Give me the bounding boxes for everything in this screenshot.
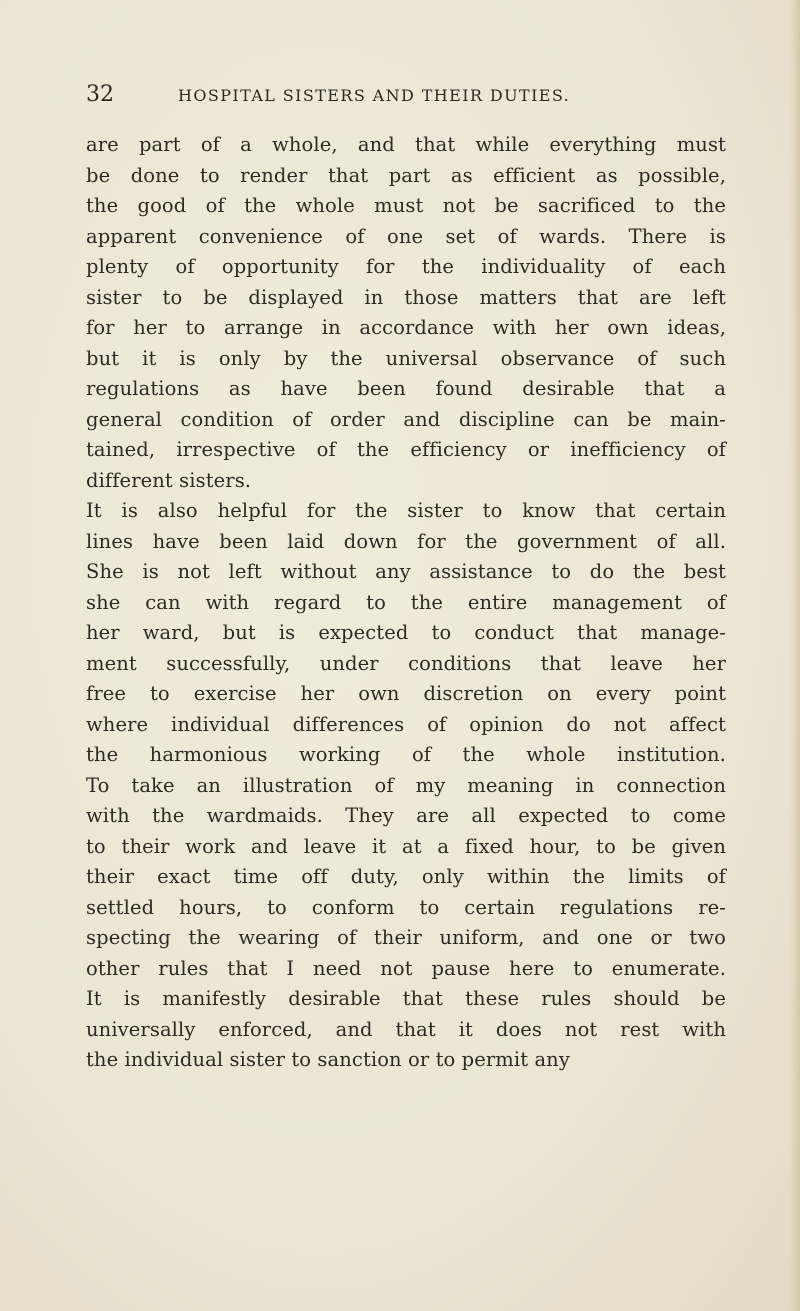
text-line: lines have been laid down for the government of all. (86, 529, 726, 553)
body-text (86, 130, 726, 1076)
text-line: her ward, but is expected to conduct that manage- (86, 621, 726, 644)
text-line: general condition of order and discipline can be main- (86, 407, 726, 431)
text-line: settled hours, to conform to certain regulations re- (86, 895, 726, 919)
text-line: different sisters. (86, 468, 252, 492)
page-edge-shadow (790, 0, 800, 1311)
text-line: specting the wearing of their uniform, and one or two (86, 926, 726, 949)
text-line: the harmonious working of the whole institution. (86, 743, 726, 766)
text-line: their exact time off duty, only within the limits of (86, 865, 726, 888)
text-line: apparent convenience of one set of wards. There is (86, 224, 726, 248)
text-line: To take an illustration of my meaning in connection (86, 773, 726, 797)
text-line: are part of a whole, and that while everything must (86, 133, 726, 156)
text-line: universally enforced, and that it does not rest with (86, 1017, 726, 1041)
text-line: ment successfully, under conditions that leave her (86, 651, 726, 675)
text-line: she can with regard to the entire management of (86, 590, 726, 614)
page-header (86, 80, 666, 120)
text-line: other rules that I need not pause here to enumerate. (86, 956, 726, 980)
text-line: the individual sister to sanction or to permit any (86, 1048, 570, 1071)
text-line: regulations as have been found desirable that a (86, 377, 726, 400)
text-line: She is not left without any assistance to do the best (86, 560, 726, 583)
text-line: to their work and leave it at a fixed hour, to be given (86, 834, 726, 858)
running-head: HOSPITAL SISTERS AND THEIR DUTIES. (178, 86, 571, 105)
text-line: the good of the whole must not be sacrificed to the (86, 194, 726, 217)
text-line: It is manifestly desirable that these rules should be (86, 987, 726, 1010)
text-line: free to exercise her own discretion on every point (86, 682, 726, 705)
page-number: 32 (86, 82, 114, 107)
text-line: plenty of opportunity for the individuality of each (86, 255, 726, 278)
text-line: sister to be displayed in those matters that are left (86, 285, 726, 309)
text-line: be done to render that part as efficient as possible, (86, 163, 726, 187)
text-line: with the wardmaids. They are all expected to come (86, 804, 726, 827)
text-line: but it is only by the universal observance of such (86, 346, 726, 370)
text-line: where individual differences of opinion do not affect (86, 712, 726, 736)
text-line: It is also helpful for the sister to know that certain (86, 499, 726, 522)
text-line: tained, irrespective of the efficiency or inefficiency of (86, 438, 726, 461)
text-line: for her to arrange in accordance with her own ideas, (86, 316, 726, 339)
